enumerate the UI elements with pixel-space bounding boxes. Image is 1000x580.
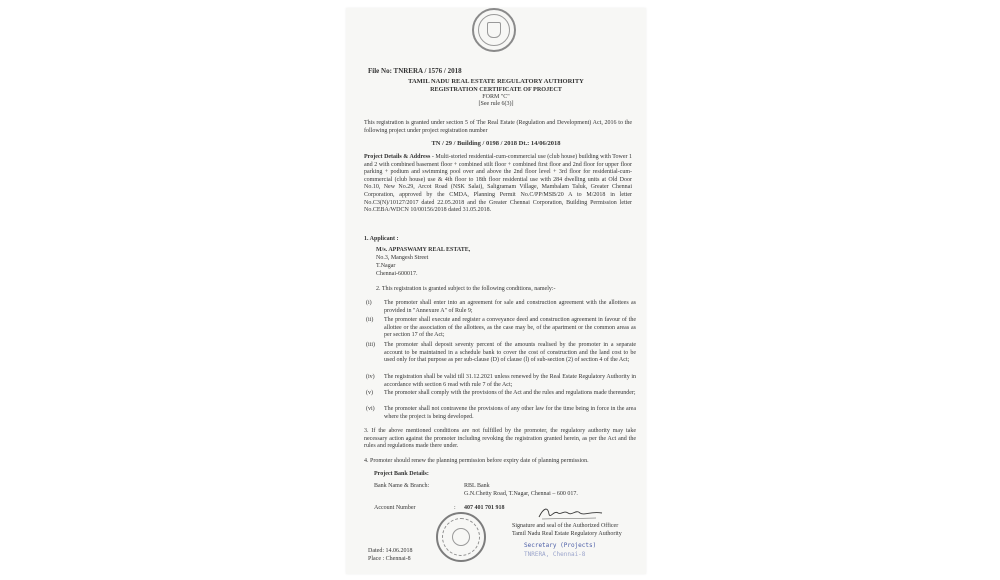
condition-text: The promoter shall not contravene the provisions of any other law for the time being in force in the area where the project is being developed.: [384, 406, 636, 420]
dated-label: Dated: 14.06.2018: [368, 548, 413, 554]
account-separator: :: [454, 505, 456, 511]
project-details: [364, 154, 632, 215]
project-details-label: Project Details & Address: [364, 154, 431, 160]
certificate-page: [346, 8, 646, 574]
bank-name-label: Bank Name & Branch:: [374, 483, 430, 489]
clause-three: 3. If the above mentioned conditions are not fulfilled by the promoter, the regulatory authority may take necessary action against the promoter including revoking the registration granted herein, as per the Act and the rules and regulations made there under.: [364, 428, 636, 450]
bank-branch-value: G.N.Chetty Road, T.Nagar, Chennai – 600 017.: [464, 491, 578, 497]
condition-number: (ii): [366, 317, 374, 323]
authority-caption: Tamil Nadu Real Estate Regulatory Authority: [512, 531, 622, 537]
secretary-stamp: Secretary (Projects): [524, 542, 597, 549]
condition-text: The promoter shall enter into an agreement for sale and construction agreement with the allottees as provided in "Annexure A" of Rule 9;: [384, 300, 636, 314]
bank-name-value: RBL Bank: [464, 483, 490, 489]
bank-heading: Project Bank Details:: [374, 471, 429, 477]
condition-text: The promoter shall deposit seventy percent of the amounts realised by the promoter in a separate account to be maintained in a schedule bank to cover the cost of construction and the land cost to be used only for that purpose as per sub-clause (D) of clause (l) of sub-section (2) of section 4 of the Act;: [384, 342, 636, 364]
applicant-name: M/s. APPASWAMY REAL ESTATE,: [376, 247, 471, 253]
certificate-title: REGISTRATION CERTIFICATE OF PROJECT: [430, 86, 562, 93]
form-label: FORM "C": [482, 94, 510, 100]
secretary-stamp-location: TNRERA, Chennai-8: [524, 551, 586, 558]
condition-number: (iv): [366, 374, 375, 380]
project-details-text: - Multi-storied residential-cum-commercial use (club house) building with Tower 1 and 2 with combined basement floor + combined stilt floor + combined first floor and 2nd floor for upper floor parking + podium and swimming pool over and above the 2nd floor level + 3rd floor for residential-cum-commercial (club house) use & 4th floor to 18th floor residential use with 284 dwelling units at Old Door No.10, New No.29, Arcot Road (NSK Salai), Saligramam Village, Mambalam Taluk, Greater Chennai Corporation, approved by the CMDA, Planning Permit No.C/PP/MSB/20 A to M/2018 in letter No.C3(N)/10127/2017 dated 22.05.2018 and the Greater Chennai Corporation, Building Permission letter No.CEBA/WDCN 10/00156/2018 dated 31.05.2018.: [364, 154, 632, 214]
account-label: Account Number: [374, 505, 416, 511]
authority-seal-icon: [472, 8, 516, 52]
applicant-address-line: T.Nagar: [376, 263, 396, 269]
place-label: Place : Chennai-8: [368, 556, 411, 562]
rule-label: [See rule 6(3)]: [478, 101, 514, 107]
condition-number: (iii): [366, 342, 375, 348]
handwritten-signature-icon: [536, 504, 606, 522]
conditions-intro: 2. This registration is granted subject to the following conditions, namely:-: [376, 286, 556, 292]
applicant-address-line: Chennai-600017.: [376, 271, 418, 277]
intro-paragraph: This registration is granted under section 5 of The Real Estate (Regulation and Development) Act, 2016 to the following project under project registration number: [364, 120, 632, 134]
authority-round-seal-icon: [436, 512, 486, 562]
applicant-address-line: No.3, Mangesh Street: [376, 255, 429, 261]
clause-four: 4. Promoter should renew the planning permission before expiry date of planning permission.: [364, 458, 589, 464]
file-number: File No: TNRERA / 1576 / 2018: [368, 67, 462, 75]
account-number: 407 401 701 918: [464, 505, 505, 511]
applicant-heading: 1. Applicant :: [364, 236, 399, 242]
condition-number: (v): [366, 390, 373, 396]
condition-text: The promoter shall execute and register a conveyance deed and construction agreement in favour of the allottee or the association of the allottees, as the case may be, of the apartment or the common areas as per section 17 of the Act;: [384, 317, 636, 339]
condition-number: (vi): [366, 406, 375, 412]
signature-caption: Signature and seal of the Authorized Officer: [512, 523, 619, 529]
condition-text: The promoter shall comply with the provisions of the Act and the rules and regulations made thereunder;: [384, 390, 636, 396]
condition-number: (i): [366, 300, 372, 306]
authority-title: TAMIL NADU REAL ESTATE REGULATORY AUTHORITY: [408, 78, 584, 85]
registration-number: TN / 29 / Building / 0198 / 2018 Dt.: 14/06/2018: [431, 140, 561, 147]
condition-text: The registration shall be valid till 31.12.2021 unless renewed by the Real Estate Regulatory Authority in accordance with section 6 read with rule 7 of the Act;: [384, 374, 636, 388]
